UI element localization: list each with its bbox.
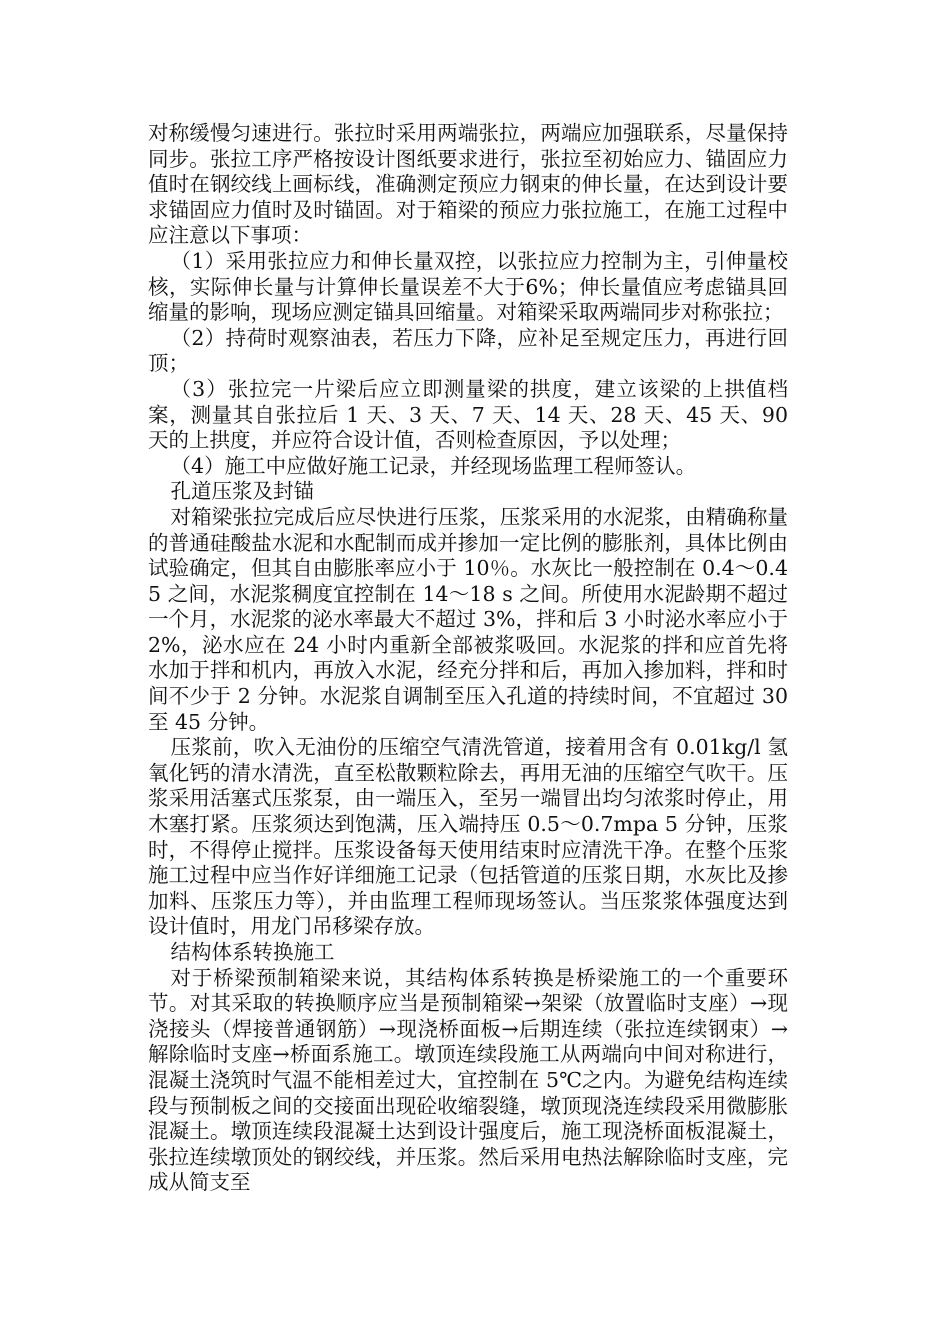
paragraph-item-2: （2）持荷时观察油表，若压力下降，应补足至规定压力，再进行回顶； [148,325,788,376]
paragraph-structure-1: 对于桥梁预制箱梁来说，其结构体系转换是桥梁施工的一个重要环节。对其采取的转换顺序应当是预制箱梁→架梁（放置临时支座）→现浇接头（焊接普通钢筋）→现浇桥面板→后期连续（张拉连续钢束）→解除临时支座→桥面系施工。墩顶连续段施工从两端向中间对称进行，混凝土浇筑时气温不能相差过大，宜控制在 5℃之内。为避免结构连续段与预制板之间的交接面出现砼收缩裂缝，墩顶现浇连续段采用微膨胀混凝土。墩顶连续段混凝土达到设计强度后，施工现浇桥面板混凝土，张拉连续墩顶处的钢绞线，并压浆。然后采用电热法解除临时支座，完成从简支至 [148,965,788,1195]
paragraph-prestress-intro: 对称缓慢匀速进行。张拉时采用两端张拉，两端应加强联系，尽量保持同步。张拉工序严格按设计图纸要求进行，张拉至初始应力、锚固应力值时在钢绞线上画标线，准确测定预应力钢束的伸长量，在达到设计要求锚固应力值时及时锚固。对于箱梁的预应力张拉施工，在施工过程中应注意以下事项： [148,121,788,248]
document-body [148,121,788,1196]
paragraph-grouting-2: 压浆前，吹入无油份的压缩空气清洗管道，接着用含有 0.01kg/l 氢氧化钙的清水清洗，直至松散颗粒除去，再用无油的压缩空气吹干。压浆采用活塞式压浆泵，由一端压入，至另一端冒出均匀浓浆时停止，用木塞打紧。压浆须达到饱满，压入端持压 0.5～0.7mpa 5 分钟，压浆时，不得停止搅拌。压浆设备每天使用结束时应清洗干净。在整个压浆施工过程中应当作好详细施工记录（包括管道的压浆日期，水灰比及掺加料、压浆压力等），并由监理工程师现场签认。当压浆浆体强度达到设计值时，用龙门吊移梁存放。 [148,735,788,939]
paragraph-item-1: （1）采用张拉应力和伸长量双控，以张拉应力控制为主，引伸量校核，实际伸长量与计算伸长量误差不大于6%；伸长量值应考虑锚具回缩量的影响，现场应测定锚具回缩量。对箱梁采取两端同步对称张拉； [148,248,788,325]
section-heading-structure-transfer: 结构体系转换施工 [170,940,335,964]
paragraph-item-4: （4）施工中应做好施工记录，并经现场监理工程师签认。 [170,453,697,478]
section-heading-grouting: 孔道压浆及封锚 [170,479,315,504]
paragraph-item-3: （3）张拉完一片梁后应立即测量梁的拱度，建立该梁的上拱值档案，测量其自张拉后 1 天、3 天、7 天、14 天、28 天、45 天、90 天的上拱度，并应符合设计值，否则检查原因，予以处理； [148,376,788,453]
paragraph-grouting-1: 对箱梁张拉完成后应尽快进行压浆，压浆采用的水泥浆，由精确称量的普通硅酸盐水泥和水配制而成并掺加一定比例的膨胀剂，具体比例由试验确定，但其自由膨胀率应小于 10％。水灰比一般控制在 0.4～0.45 之间，水泥浆稠度宜控制在 14～18 s 之间。所使用水泥龄期不超过一个月，水泥浆的泌水率最大不超过 3%，拌和后 3 小时泌水率应小于 2%，泌水应在 24 小时内重新全部被浆吸回。水泥浆的拌和应首先将水加于拌和机内，再放入水泥，经充分拌和后，再加入掺加料，拌和时间不少于 2 分钟。水泥浆自调制至压入孔道的持续时间，不宜超过 30 至 45 分钟。 [148,504,788,734]
